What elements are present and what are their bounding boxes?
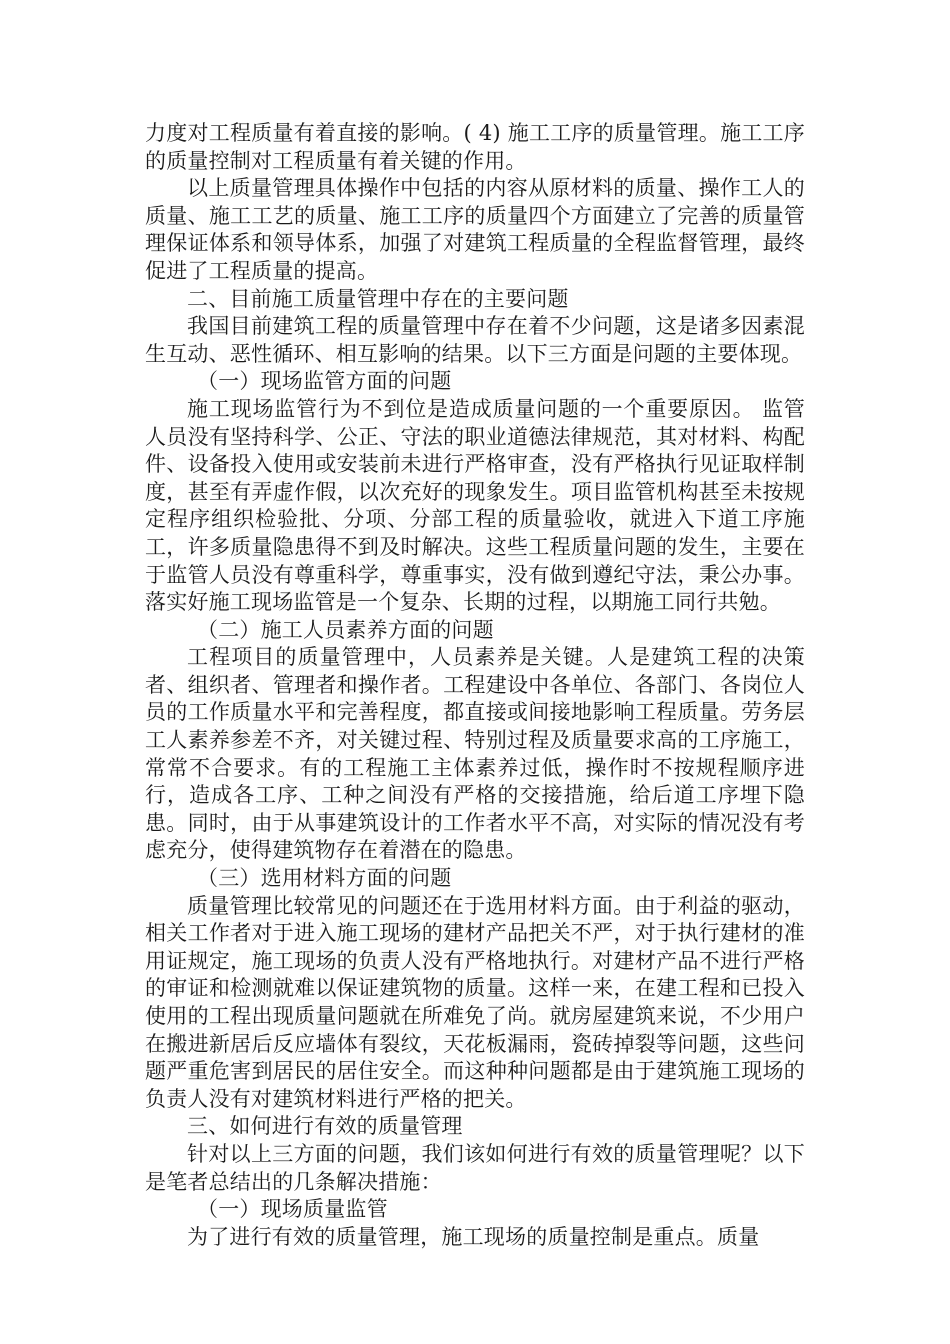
paragraph-body: 针对以上三方面的问题，我们该如何进行有效的质量管理呢？以下是笔者总结出的几条解决措施： bbox=[145, 1141, 805, 1194]
subsection-heading: （一）现场质量监管 bbox=[197, 1197, 388, 1222]
paragraph-body: 施工现场监管行为不到位是造成质量问题的一个重要原因。 监管人员没有坚持科学、公正、守法的职业道德法律规范，其对材料、构配件、设备投入使用或安装前未进行严格审查，没有严格执行见证取样制度，甚至有弄虚作假，以次充好的现象发生。项目监管机构甚至未按规定程序组织检验批、分项、分部工程的质量验收，就进入下道工序施工，许多质量隐患得不到及时解决。这些工程质量问题的发生，主要在于监管人员没有尊重科学，尊重事实，没有做到遵纪守法，秉公办事。落实好施工现场监管是一个复杂、长期的过程，以期施工同行共勉。 bbox=[145, 396, 805, 615]
paragraph-body: 我国目前建筑工程的质量管理中存在着不少问题，这是诸多因素混生互动、恶性循环、相互影响的结果。以下三方面是问题的主要体现。 bbox=[145, 314, 805, 366]
paragraph-body: 工程项目的质量管理中，人员素养是关键。人是建筑工程的决策者、组织者、管理者和操作者。工程建设中各单位、各部门、各岗位人员的工作质量水平和完善程度，都直接或间接地影响工程质量。劳务层工人素养参差不齐，对关键过程、特别过程及质量要求高的工序施工，常常不合要求。有的工程施工主体素养过低，操作时不按规程顺序进行，造成各工序、工种之间没有严格的交接措施，给后道工序埋下隐患。同时，由于从事建筑设计的工作者水平不高，对实际的情况没有考虑充分，使得建筑物存在着潜在的隐患。 bbox=[145, 645, 805, 863]
subsection-heading: （一）现场监管方面的问题 bbox=[197, 369, 452, 394]
subsection-heading: （二）施工人员素养方面的问题 bbox=[197, 617, 494, 642]
paragraph-body: 质量管理比较常见的问题还在于选用材料方面。由于利益的驱动，相关工作者对于进入施工现场的建材产品把关不严，对于执行建材的准用证规定，施工现场的负责人没有严格地执行。对建材产品不进行严格的审证和检测就难以保证建筑物的质量。这样一来，在建工程和已投入使用的工程出现质量问题就在所难免了尚。就房屋建筑来说，不少用户在搬进新居后反应墙体有裂纹，天花板漏雨，瓷砖掉裂等问题，这些问题严重危害到居民的居住安全。而这种种问题都是由于建筑施工现场的负责人没有对建筑材料进行严格的把关。 bbox=[145, 893, 805, 1111]
section-heading: 二、目前施工质量管理中存在的主要问题 bbox=[187, 286, 569, 311]
document-page bbox=[145, 120, 805, 1251]
paragraph-body: 以上质量管理具体操作中包括的内容从原材料的质量、操作工人的质量、施工工艺的质量、施工工序的质量四个方面建立了完善的质量管理保证体系和领导体系，加强了对建筑工程质量的全程监督管理，最终促进了工程质量的提高。 bbox=[145, 176, 805, 283]
section-heading: 三、如何进行有效的质量管理 bbox=[187, 1114, 463, 1139]
paragraph-continued: 力度对工程质量有着直接的影响。( 4) 施工工序的质量管理。施工工序的质量控制对工程质量有着关键的作用。 bbox=[145, 121, 805, 173]
paragraph-body: 为了进行有效的质量管理，施工现场的质量控制是重点。质量 bbox=[187, 1224, 760, 1249]
subsection-heading: （三）选用材料方面的问题 bbox=[197, 866, 452, 891]
